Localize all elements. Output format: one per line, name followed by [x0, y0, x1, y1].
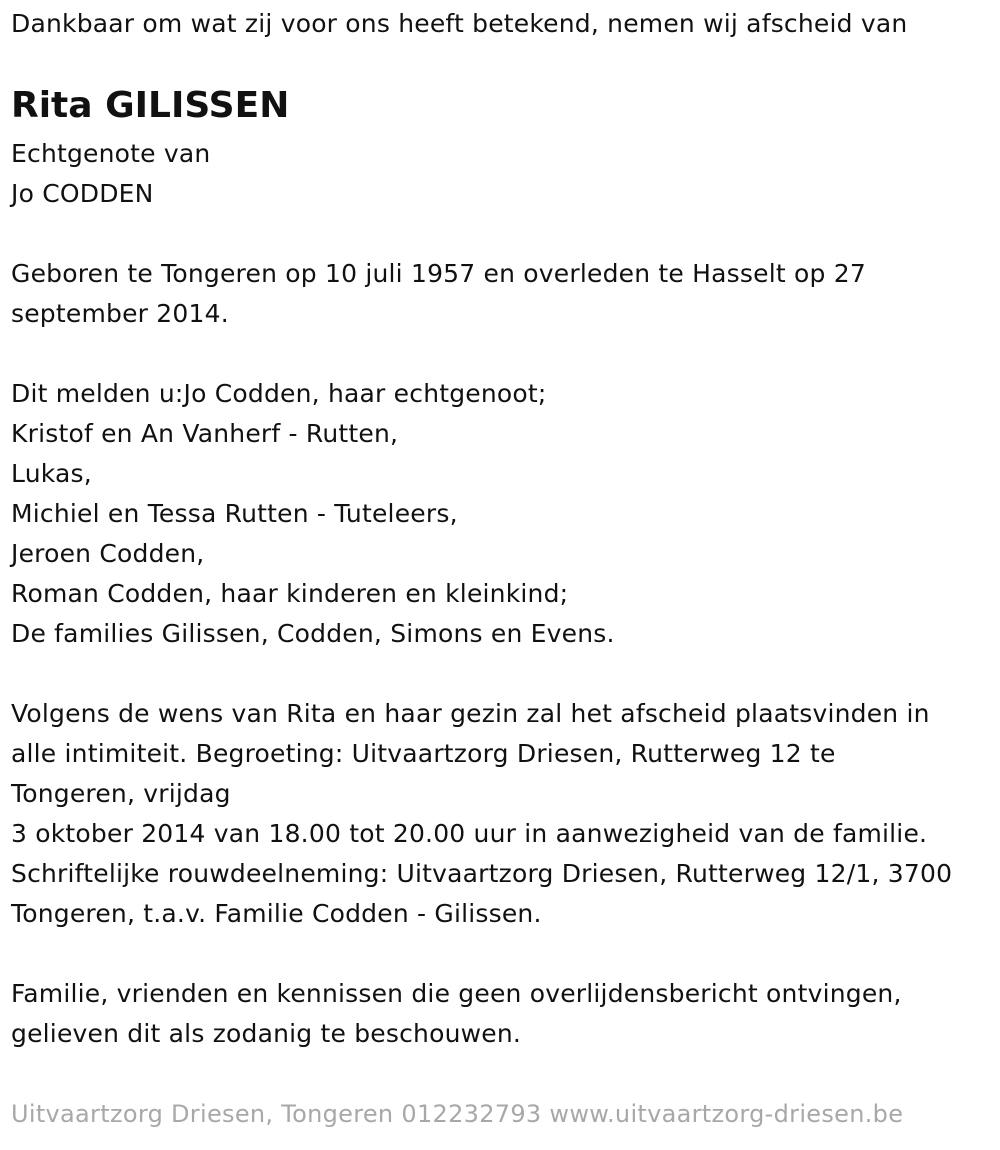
notice-line: gelieven dit als zodanig te beschouwen.	[11, 1019, 522, 1048]
farewell-line: alle intimiteit. Begroeting: Uitvaartzorg Driesen, Rutterweg 12 te	[11, 739, 836, 768]
birth-death-line: Geboren te Tongeren op 10 juli 1957 en overleden te Hasselt op 27	[11, 259, 866, 288]
family-block	[11, 374, 615, 654]
farewell-block	[11, 694, 952, 934]
family-line: Dit melden u:Jo Codden, haar echtgenoot;	[11, 379, 547, 408]
family-line: De families Gilissen, Codden, Simons en Evens.	[11, 619, 615, 648]
family-line: Jeroen Codden,	[11, 539, 205, 568]
spouse-name: Jo CODDEN	[11, 179, 154, 208]
notice-block	[11, 974, 902, 1054]
intro-text: Dankbaar om wat zij voor ons heeft betekend, nemen wij afscheid van	[11, 9, 908, 38]
notice-line: Familie, vrienden en kennissen die geen overlijdensbericht ontvingen,	[11, 979, 902, 1008]
deceased-name-heading: Rita GILISSEN	[11, 85, 290, 126]
spouse-block	[11, 134, 210, 214]
funeral-home-footer: Uitvaartzorg Driesen, Tongeren 012232793 www.uitvaartzorg-driesen.be	[11, 1100, 904, 1128]
family-line: Kristof en An Vanherf - Rutten,	[11, 419, 399, 448]
farewell-line: Tongeren, vrijdag	[11, 779, 231, 808]
family-line: Roman Codden, haar kinderen en kleinkind;	[11, 579, 569, 608]
farewell-line: Tongeren, t.a.v. Familie Codden - Gilissen.	[11, 899, 542, 928]
family-line: Michiel en Tessa Rutten - Tuteleers,	[11, 499, 458, 528]
farewell-line: Schriftelijke rouwdeelneming: Uitvaartzorg Driesen, Rutterweg 12/1, 3700	[11, 859, 953, 888]
spouse-label: Echtgenote van	[11, 139, 211, 168]
birth-death-line: september 2014.	[11, 299, 229, 328]
farewell-line: Volgens de wens van Rita en haar gezin zal het afscheid plaatsvinden in	[11, 699, 930, 728]
family-line: Lukas,	[11, 459, 92, 488]
birth-death-block	[11, 254, 866, 334]
farewell-line: 3 oktober 2014 van 18.00 tot 20.00 uur in aanwezigheid van de familie.	[11, 819, 928, 848]
